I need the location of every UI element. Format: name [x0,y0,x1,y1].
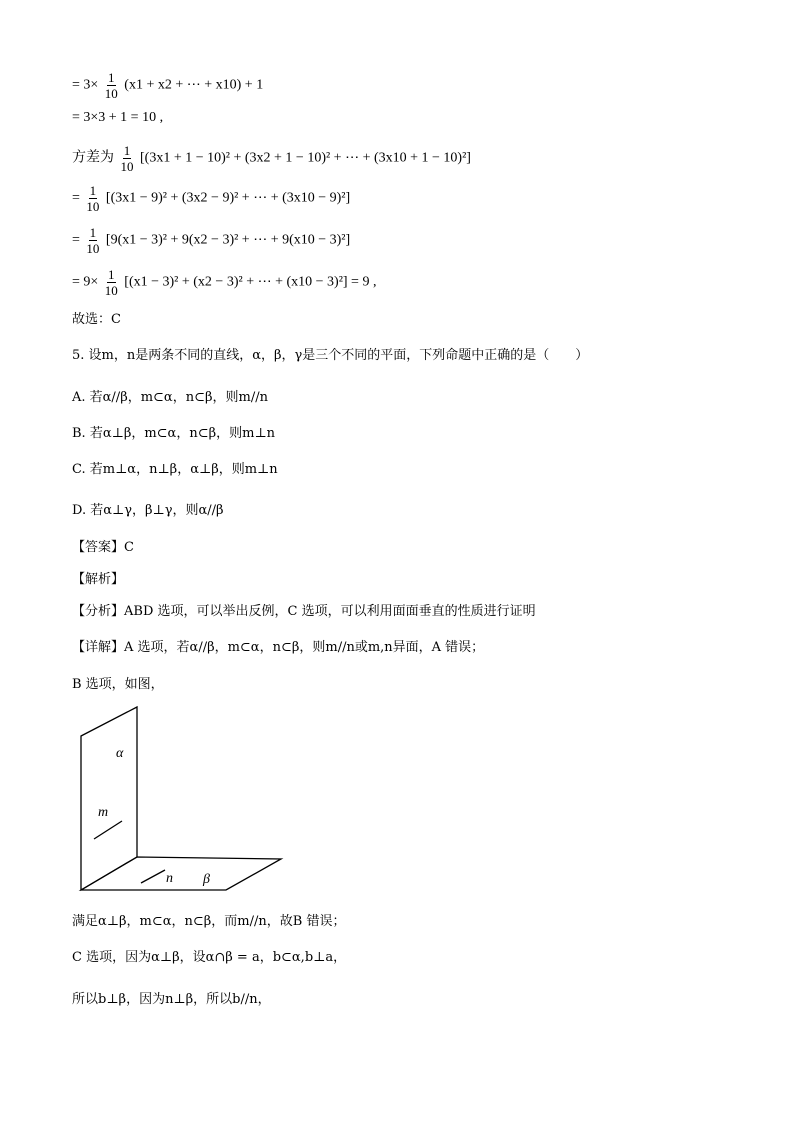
fenxi-label: 【分析】 [72,604,125,619]
label-alpha: α [116,746,124,761]
fraction: $\frac{1}{10}$ [86,225,100,256]
planes-figure [70,700,290,900]
fraction: $\frac{1}{10}$ [86,183,100,214]
derivation-line-6 [72,267,376,298]
after-figure-line-3: 所以b⊥β，因为n⊥β，所以b//n， [72,992,271,1007]
line-prefix: = 9× [72,274,99,290]
line-prefix: = [72,232,80,248]
option-a: A. 若α//β，m⊂α，n⊂β，则m//n [72,390,268,405]
question-stem: 5. 设m，n是两条不同的直线，α，β，γ是三个不同的平面，下列命题中正确的是（ ） [72,348,589,363]
xiangjie-line [72,636,484,655]
derivation-line-4 [72,183,350,214]
line-m [94,821,122,839]
after-figure-line-2: C 选项，因为α⊥β，设α∩β = a，b⊂α,b⊥a， [72,950,347,965]
fraction: $\frac{1}{10}$ [104,267,118,298]
line-expression: [9(x1 − 3)² + 9(x2 − 3)² + ⋯ + 9(x10 − 3)²] [105,232,351,248]
after-figure-line-1: 满足α⊥β，m⊂α，n⊂β，而m//n，故B 错误； [72,914,346,929]
answer-line [72,536,134,555]
line-prefix: = [72,190,80,206]
derivation-line-5 [72,225,350,256]
line-n [141,870,165,883]
conclusion-line: 故选：C [72,312,121,327]
fenxi-text: ABD 选项，可以举出反例，C 选项，可以利用面面垂直的性质进行证明 [124,604,536,619]
xiangjie-text: A 选项，若α//β，m⊂α，n⊂β，则m//n或m,n异面，A 错误； [124,640,485,655]
derivation-line-3 [72,143,471,174]
label-beta: β [203,872,210,887]
line-expression: [(3x1 + 1 − 10)² + (3x2 + 1 − 10)² + ⋯ + (3x10 + 1 − 10)²] [140,150,471,166]
derivation-line-1 [72,70,263,101]
fraction: $\frac{1}{10}$ [104,70,118,101]
option-d: D. 若α⊥γ，β⊥γ，则α//β [72,503,224,518]
line-expression: [(x1 − 3)² + (x2 − 3)² + ⋯ + (x10 − 3)²] = 9 , [124,274,377,290]
line-prefix: = 3× [72,77,99,93]
answer-label: 【答案】 [72,540,125,555]
line-expression: [(3x1 − 9)² + (3x2 − 9)² + ⋯ + (3x10 − 9)²] [105,190,351,206]
plane-beta [81,857,281,890]
label-n: n [166,871,173,886]
option-c: C. 若m⊥α，n⊥β，α⊥β，则m⊥n [72,462,278,477]
option-b: B. 若α⊥β，m⊂α，n⊂β，则m⊥n [72,426,276,441]
fraction: $\frac{1}{10}$ [120,143,134,174]
analysis-label: 【解析】 [72,572,125,587]
answer-value: C [124,540,134,555]
derivation-line-2: = 3×3 + 1 = 10 , [72,110,164,125]
label-m: m [98,805,109,820]
fenxi-line [72,600,536,619]
line-expression: (x1 + x2 + ⋯ + x10) + 1 [124,77,264,93]
b-option-intro: B 选项，如图， [72,677,164,692]
line-prefix: 方差为 [72,150,114,166]
xiangjie-label: 【详解】 [72,640,125,655]
